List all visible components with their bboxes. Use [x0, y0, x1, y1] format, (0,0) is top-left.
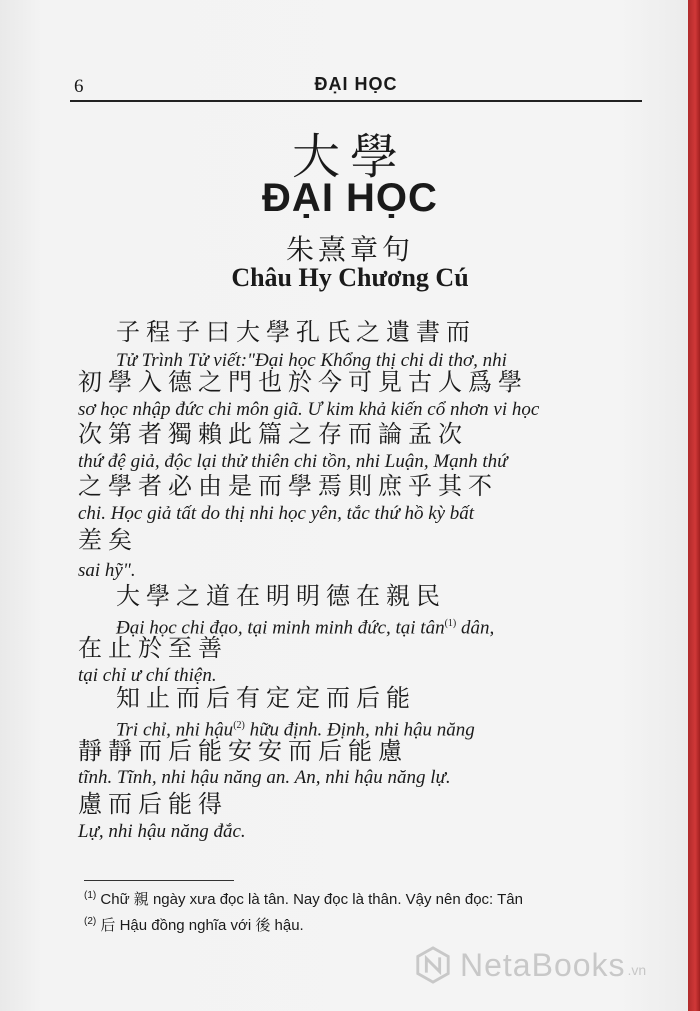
- footnote-reference: (2): [233, 720, 245, 731]
- line-text: 子程子曰大學孔氏之遺書而: [116, 318, 476, 346]
- chinese-text-line: [116, 318, 476, 346]
- chinese-text-line: [78, 737, 408, 765]
- footnote-2-mark: (2): [84, 916, 97, 927]
- title-vietnamese: ĐẠI HỌC: [262, 176, 438, 220]
- line-text: 在止於至善: [78, 634, 228, 662]
- chinese-text-line: [78, 526, 138, 554]
- chinese-text-line: [78, 790, 228, 818]
- chinese-text-line: [78, 420, 468, 448]
- subtitle-chinese: 朱熹章句: [285, 233, 414, 266]
- chinese-text-line: [78, 368, 528, 396]
- vietnamese-reading-line: [78, 766, 451, 789]
- footnote-1: [84, 888, 523, 909]
- chinese-text-line: [78, 472, 498, 500]
- vietnamese-reading-line: [78, 820, 246, 843]
- footnote-divider: [84, 880, 234, 881]
- line-text: Lự, nhi hậu năng đắc.: [78, 821, 246, 842]
- page-number: 6: [74, 76, 84, 97]
- line-text: 次第者獨賴此篇之存而論孟次: [78, 420, 468, 448]
- vietnamese-reading-line: [78, 502, 474, 525]
- footnote-reference: (1): [444, 618, 457, 629]
- line-text: 靜靜而后能安安而后能慮: [78, 737, 408, 765]
- line-text: 之學者必由是而學焉則庶乎其不: [78, 472, 498, 500]
- vietnamese-reading-line: [78, 398, 539, 421]
- line-text: sơ học nhập đức chi môn giã. Ư kim khả kiến cổ nhơn vi học: [78, 399, 540, 420]
- line-text: 初學入德之門也於今可見古人爲學: [78, 368, 528, 396]
- line-text: chi. Học giả tất do thị nhi học yên, tắc thứ hồ kỳ bất: [78, 503, 475, 524]
- title-chinese: 大學: [291, 129, 408, 185]
- line-text: 大學之道在明明德在親民: [116, 582, 446, 610]
- subtitle-vietnamese: Châu Hy Chương Cú: [231, 263, 469, 292]
- footnote-1-mark: (1): [84, 890, 97, 901]
- line-text: sai hỹ".: [78, 560, 136, 581]
- footnote-2: [84, 914, 304, 935]
- line-text: thứ đệ giả, độc lại thử thiên chi tồn, nhi Luận, Mạnh thứ: [78, 451, 508, 472]
- line-text: tại chỉ ư chí thiện.: [78, 665, 217, 686]
- watermark-suffix: .vn: [627, 962, 647, 978]
- watermark: [414, 946, 646, 984]
- line-text: 知止而后有定定而后能: [116, 684, 416, 712]
- vietnamese-reading-line: [78, 559, 136, 582]
- page-header: [70, 68, 642, 102]
- line-text: Tri chỉ, nhi hậu: [116, 719, 234, 741]
- line-text: 差矣: [78, 526, 138, 554]
- chinese-text-line: [116, 582, 446, 610]
- line-text: 慮而后能得: [78, 790, 228, 818]
- chinese-text-line: [116, 684, 416, 712]
- line-text: tĩnh. Tĩnh, nhi hậu năng an. An, nhi hậu năng lự.: [78, 767, 451, 788]
- footnote-1-text: Chữ 親 ngày xưa đọc là tân. Nay đọc là thân. Vậy nên đọc: Tân: [100, 891, 523, 908]
- line-text: Đại học chi đạo, tại minh minh đức, tại tân: [116, 617, 445, 639]
- netabooks-logo-icon: [414, 946, 452, 984]
- line-text-continued: dân,: [456, 617, 495, 639]
- book-edge: [688, 0, 700, 1011]
- vietnamese-reading-line: [78, 450, 508, 473]
- footnote-2-text: 后 Hậu đồng nghĩa với 後 hậu.: [100, 917, 304, 934]
- watermark-brand: NetaBooks: [460, 946, 626, 983]
- line-text-continued: hữu định. Định, nhi hậu năng: [244, 719, 475, 741]
- line-text: Tử Trình Tử viết:"Đại học Khổng thị chi di thơ, nhi: [116, 350, 507, 371]
- chinese-text-line: [78, 634, 228, 662]
- running-head: ĐẠI HỌC: [314, 74, 398, 94]
